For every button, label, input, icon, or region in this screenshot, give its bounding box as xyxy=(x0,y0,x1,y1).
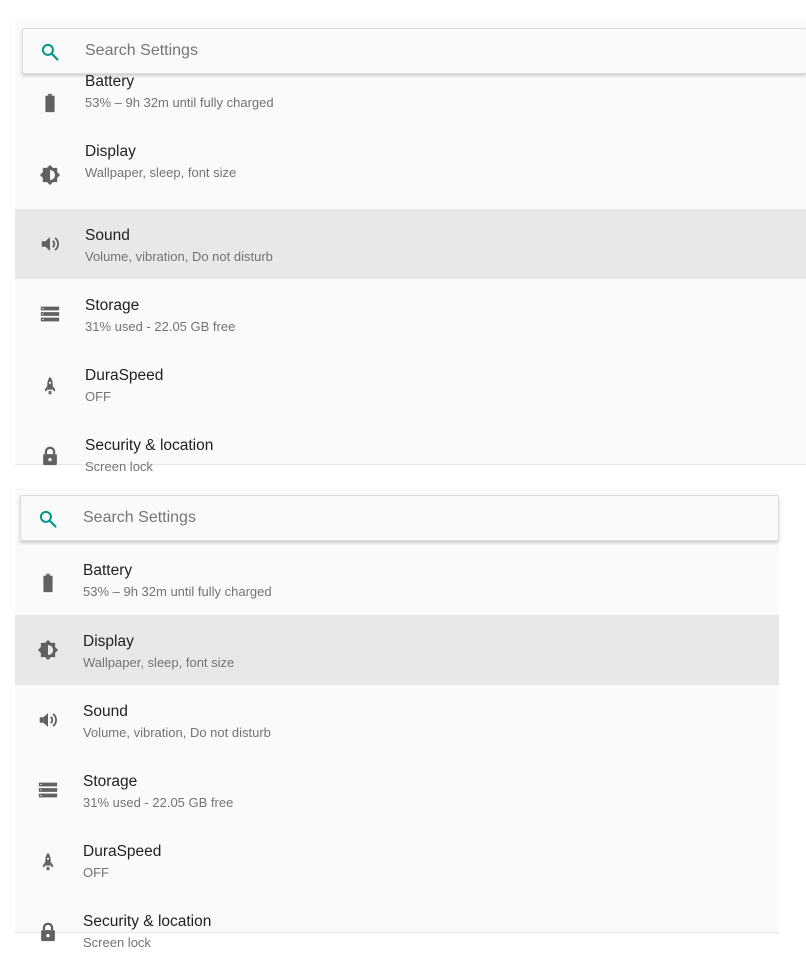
settings-item-title: Sound xyxy=(85,227,130,244)
settings-screen-bottom xyxy=(15,488,779,950)
settings-item-subtitle: Volume, vibration, Do not disturb xyxy=(83,725,271,740)
settings-item-storage[interactable] xyxy=(15,755,779,825)
settings-item-subtitle: 53% – 9h 32m until fully charged xyxy=(85,95,274,110)
settings-item-title: Security & location xyxy=(83,913,212,930)
settings-item-subtitle: Wallpaper, sleep, font size xyxy=(85,165,237,180)
search-input[interactable] xyxy=(85,29,585,73)
rocket-icon xyxy=(37,851,59,873)
storage-icon xyxy=(39,303,61,325)
lock-icon xyxy=(39,445,61,467)
search-bar[interactable] xyxy=(22,28,806,74)
settings-item-title: Storage xyxy=(83,773,138,790)
settings-item-subtitle: 53% – 9h 32m until fully charged xyxy=(83,584,272,599)
search-input[interactable] xyxy=(83,496,583,540)
settings-item-subtitle: Wallpaper, sleep, font size xyxy=(83,655,235,670)
settings-item-storage[interactable] xyxy=(15,279,806,349)
settings-item-display[interactable] xyxy=(15,615,779,685)
settings-item-subtitle: Volume, vibration, Do not disturb xyxy=(85,249,273,264)
settings-item-subtitle: OFF xyxy=(85,389,111,404)
settings-list xyxy=(15,73,806,474)
settings-item-title: DuraSpeed xyxy=(85,367,164,384)
search-icon xyxy=(38,509,58,529)
settings-item-subtitle: Screen lock xyxy=(85,459,153,474)
volume-icon xyxy=(39,233,61,255)
rocket-icon xyxy=(39,375,61,397)
settings-item-title: Battery xyxy=(83,562,133,579)
volume-icon xyxy=(37,709,59,731)
settings-item-security[interactable] xyxy=(15,419,806,489)
settings-item-display[interactable] xyxy=(15,140,806,210)
settings-screen-top xyxy=(15,20,806,474)
settings-item-title: Battery xyxy=(85,73,135,90)
settings-item-title: Security & location xyxy=(85,437,214,454)
settings-item-title: DuraSpeed xyxy=(83,843,162,860)
search-icon xyxy=(40,42,60,62)
settings-item-battery[interactable] xyxy=(15,70,806,140)
settings-item-subtitle: 31% used - 22.05 GB free xyxy=(85,319,236,334)
battery-icon xyxy=(37,572,59,594)
settings-item-duraspeed[interactable] xyxy=(15,825,779,895)
settings-item-subtitle: Screen lock xyxy=(83,935,151,950)
settings-item-security[interactable] xyxy=(15,895,779,965)
settings-item-subtitle: 31% used - 22.05 GB free xyxy=(83,795,234,810)
settings-item-title: Display xyxy=(85,143,136,160)
settings-item-sound[interactable] xyxy=(15,209,806,279)
lock-icon xyxy=(37,921,59,943)
settings-item-sound[interactable] xyxy=(15,685,779,755)
brightness-icon xyxy=(37,639,59,661)
search-bar[interactable] xyxy=(20,495,779,541)
battery-icon xyxy=(39,92,61,114)
settings-list xyxy=(15,552,779,950)
settings-item-title: Display xyxy=(83,633,134,650)
settings-item-subtitle: OFF xyxy=(83,865,109,880)
storage-icon xyxy=(37,779,59,801)
settings-item-battery[interactable] xyxy=(15,548,779,618)
settings-item-duraspeed[interactable] xyxy=(15,349,806,419)
settings-item-title: Storage xyxy=(85,297,140,314)
settings-item-title: Sound xyxy=(83,703,128,720)
brightness-icon xyxy=(39,164,61,186)
